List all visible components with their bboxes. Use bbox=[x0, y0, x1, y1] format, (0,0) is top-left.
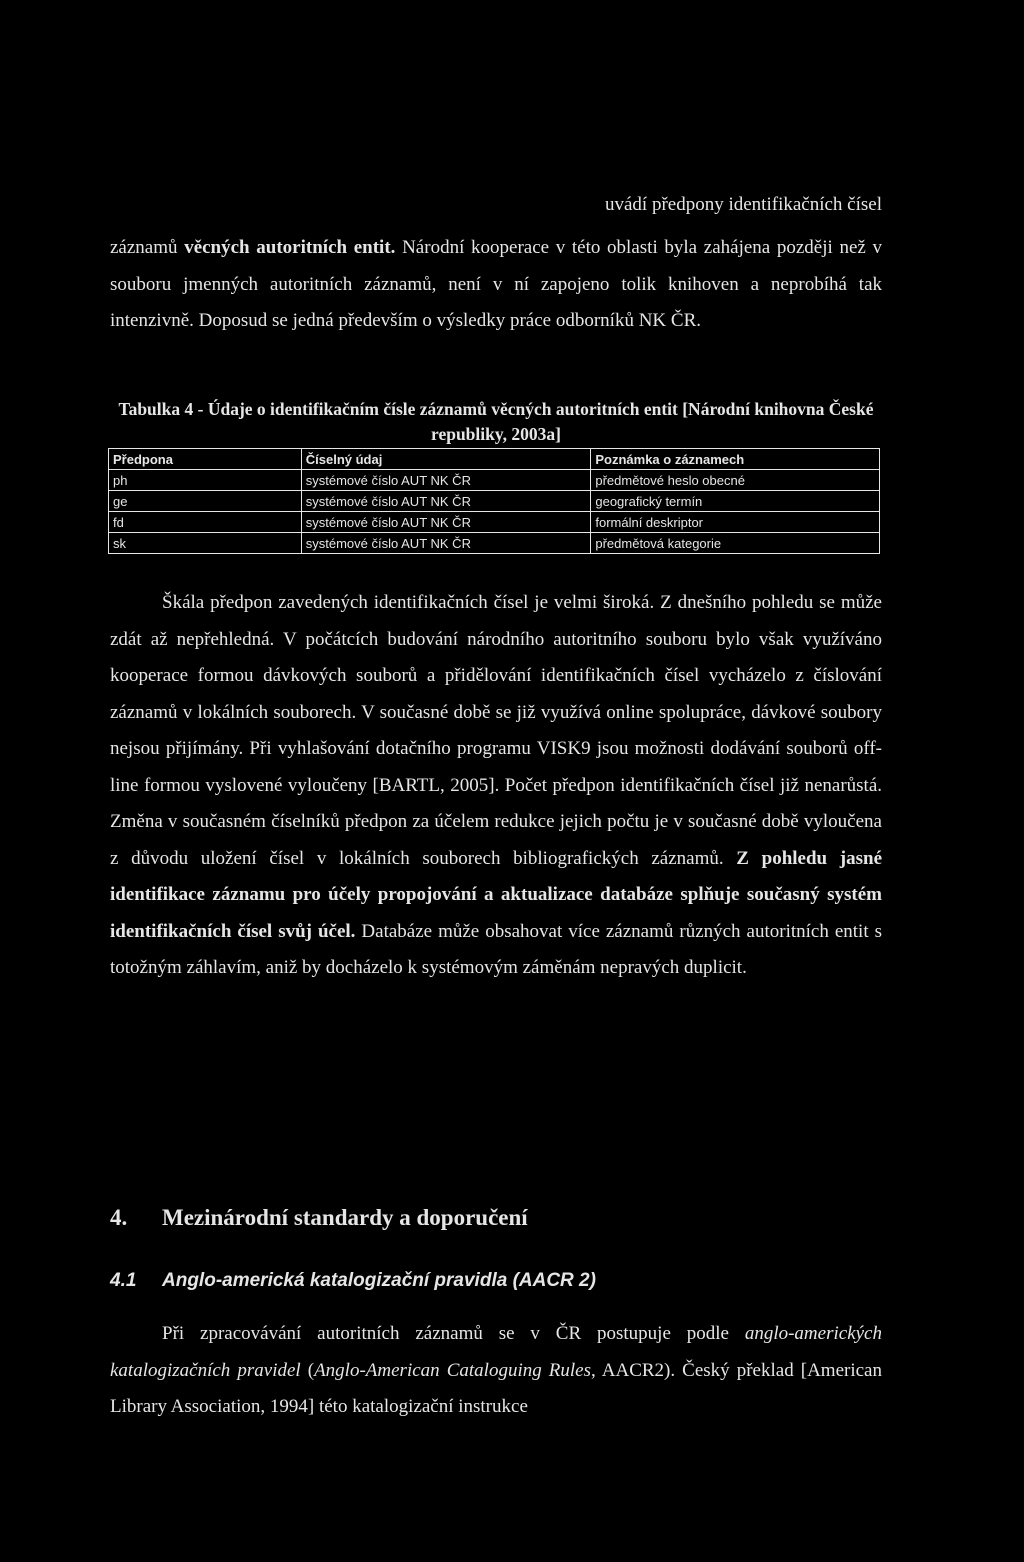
subsection-number: 4.1 bbox=[110, 1270, 137, 1291]
table-header: Poznámka o záznamech bbox=[591, 449, 880, 470]
table-header: Předpona bbox=[109, 449, 302, 470]
intro-text-rest: Národní kooperace v této oblasti byla zahájena později než v souboru jmenných autoritních záznamů, není v ní zapojeno tolik knihoven a neprobíhá tak intenzivně. Doposud se jedná především o výsledky práce odborníků NK ČR. bbox=[110, 237, 883, 331]
intro-bold: věcných autoritních entit. bbox=[184, 237, 396, 258]
intro-paragraph bbox=[110, 230, 882, 340]
table-row bbox=[109, 470, 880, 491]
body-paragraph-aacr bbox=[110, 1316, 882, 1426]
table-cell: předmětové heslo obecné bbox=[591, 470, 880, 491]
table-cell: systémové číslo AUT NK ČR bbox=[301, 533, 591, 554]
para-text-rest: Databáze může obsahovat více záznamů různých autoritních entit s totožným záhlavím, aniž by docházelo k systémovým záměnám nepravých duplicit. bbox=[110, 920, 882, 978]
para-italic: anglo-amerických katalogizačních pravidel bbox=[110, 1323, 882, 1381]
table-cell: předmětová kategorie bbox=[591, 533, 880, 554]
para-text: Škála předpon zavedených identifikačních čísel je velmi široká. Z dnešního pohledu se může zdát až nepřehledná. V počátcích budování národního autoritního souboru bylo však využíváno kooperace formou dávkových souborů a přidělování identifikačních čísel vycházelo z číslování záznamů v lokálních souborech. V současné době se již využívá online spolupráce, dávkové soubory nejsou přijímány. Při vyhlašování dotačního programu VISK9 jsou možnosti dodávání souborů off-line formou vyslovené vyloučeny [BARTL, 2005]. Počet předpon identifikačních čísel již nenarůstá. Změna v současném číselníků předpon za účelem redukce jejich počtu je v současné době vyloučena z důvodu uložení čísel v lokálních souborech bibliografických záznamů. bbox=[110, 592, 882, 869]
table-cell: sk bbox=[109, 533, 302, 554]
table-cell: ge bbox=[109, 491, 302, 512]
table-header-row bbox=[109, 449, 880, 470]
para-italic: Anglo-American Cataloguing Rules bbox=[314, 1359, 591, 1381]
table-cell: systémové číslo AUT NK ČR bbox=[301, 512, 591, 533]
table-header: Číselný údaj bbox=[301, 449, 591, 470]
subsection-title: Anglo-americká katalogizační pravidla (AACR 2) bbox=[162, 1270, 596, 1291]
intro-first-line: uvádí předpony identifikačních čísel bbox=[605, 194, 882, 215]
table-cell: fd bbox=[109, 512, 302, 533]
prefix-table bbox=[108, 448, 880, 554]
intro-text: záznamů bbox=[110, 237, 185, 258]
body-paragraph bbox=[110, 585, 882, 987]
table-cell: formální deskriptor bbox=[591, 512, 880, 533]
table-cell: systémové číslo AUT NK ČR bbox=[301, 491, 591, 512]
section-number: 4. bbox=[110, 1205, 128, 1230]
subsection-heading bbox=[110, 1270, 596, 1292]
section-title: Mezinárodní standardy a doporučení bbox=[162, 1205, 528, 1230]
table-cell: ph bbox=[109, 470, 302, 491]
para-text: , AACR2). Český překlad [American Library Association, 1994] této katalogizační instrukce bbox=[110, 1359, 882, 1417]
table-cell: geografický termín bbox=[591, 491, 880, 512]
table-row bbox=[109, 533, 880, 554]
para-text: Při zpracovávání autoritních záznamů se v ČR postupuje podle bbox=[162, 1323, 745, 1344]
para-bold: Z pohledu jasné identifikace záznamu pro účely propojování a aktualizace databáze splňuje současný systém identifikačních čísel svůj účel. bbox=[110, 847, 883, 942]
section-heading bbox=[110, 1205, 528, 1231]
table-row bbox=[109, 512, 880, 533]
table-caption: Tabulka 4 - Údaje o identifikačním čísle záznamů věcných autoritních entit [Národní knihovna České republiky, 2003a] bbox=[118, 399, 874, 444]
table-row bbox=[109, 491, 880, 512]
table-cell: systémové číslo AUT NK ČR bbox=[301, 470, 591, 491]
para-text: ( bbox=[300, 1359, 315, 1381]
